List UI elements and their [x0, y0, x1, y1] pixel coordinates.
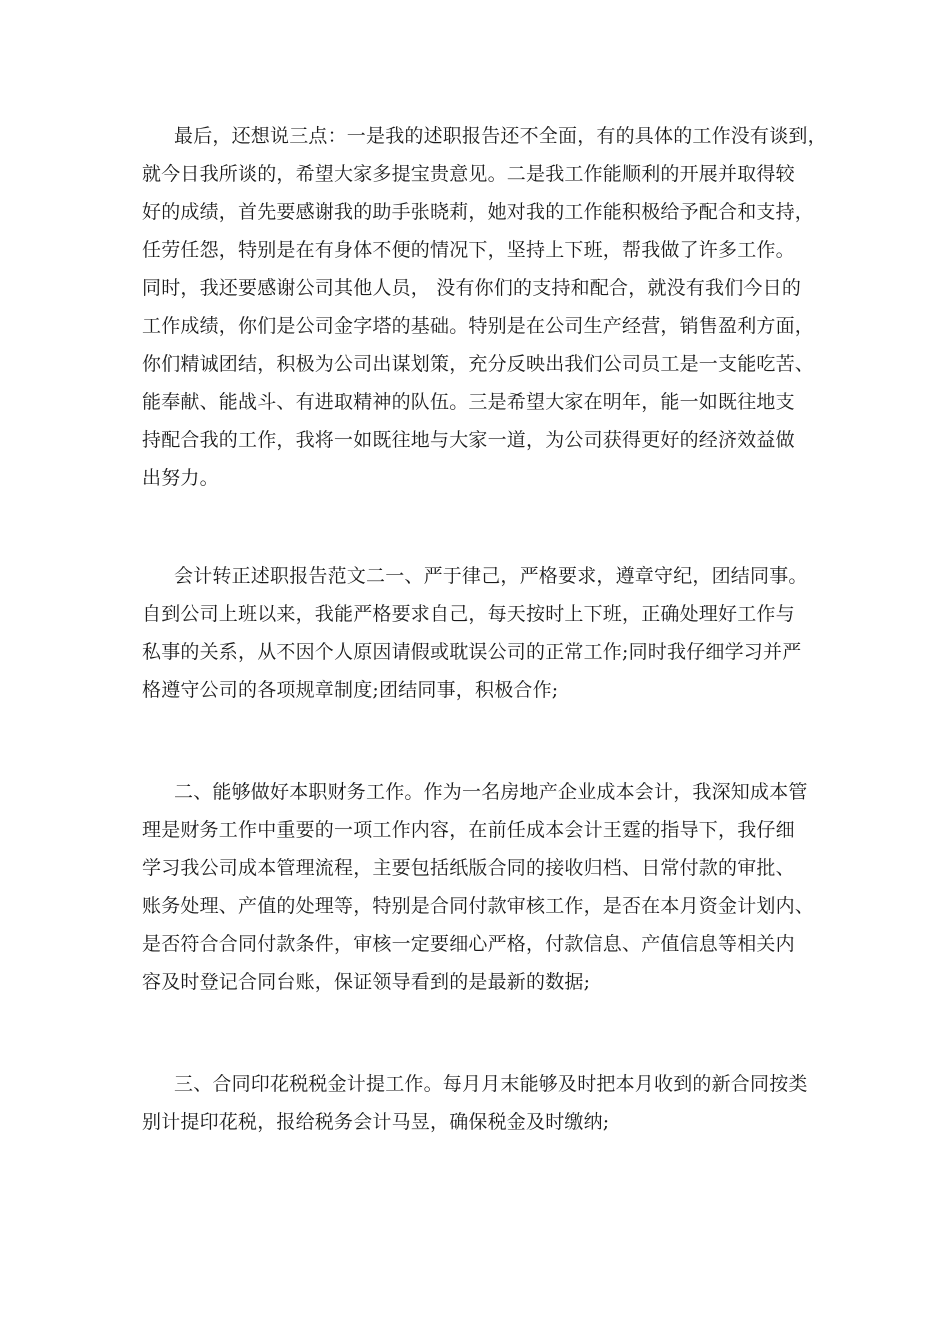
text-line: 私事的关系，从不因个人原因请假或耽误公司的正常工作;同时我仔细学习并严 — [142, 641, 802, 663]
text-line: 三、合同印花税税金计提工作。每月月末能够及时把本月收到的新合同按类 — [174, 1073, 808, 1095]
paragraph-discipline — [142, 557, 832, 709]
text-line: 出努力。 — [142, 467, 219, 489]
text-line: 能奉献、能战斗、有进取精神的队伍。三是希望大家在明年，能一如既往地支 — [142, 391, 795, 413]
text-line: 账务处理、产值的处理等，特别是合同付款审核工作，是否在本月资金计划内、 — [142, 895, 815, 917]
paragraph-stamp-tax — [142, 1065, 832, 1141]
text-line: 格遵守公司的各项规章制度;团结同事，积极合作; — [142, 679, 559, 701]
text-line: 自到公司上班以来，我能严格要求自己，每天按时上下班，正确处理好工作与 — [142, 603, 795, 625]
text-line: 你们精诚团结，积极为公司出谋划策，充分反映出我们公司员工是一支能吃苦、 — [142, 353, 815, 375]
paragraph-closing-remarks — [142, 117, 832, 497]
text-line: 任劳任怨，特别是在有身体不便的情况下，坚持上下班，帮我做了许多工作。 — [142, 239, 795, 261]
text-line: 就今日我所谈的，希望大家多提宝贵意见。二是我工作能顺利的开展并取得较 — [142, 163, 795, 185]
text-line: 别计提印花税，报给税务会计马昱，确保税金及时缴纳; — [142, 1111, 610, 1133]
paragraph-finance-work — [142, 773, 832, 1001]
text-line: 会计转正述职报告范文二一、严于律己，严格要求，遵章守纪，团结同事。 — [174, 565, 808, 587]
text-line: 工作成绩，你们是公司金字塔的基础。特别是在公司生产经营，销售盈利方面， — [142, 315, 815, 337]
text-line: 同时，我还要感谢公司其他人员， 没有你们的支持和配合，就没有我们今日的 — [142, 277, 802, 299]
text-line: 好的成绩，首先要感谢我的助手张晓莉，她对我的工作能积极给予配合和支持， — [142, 201, 815, 223]
text-line: 容及时登记合同台账，保证领导看到的是最新的数据; — [142, 971, 591, 993]
text-line: 理是财务工作中重要的一项工作内容，在前任成本会计王霆的指导下，我仔细 — [142, 819, 795, 841]
text-line: 是否符合合同付款条件，审核一定要细心严格，付款信息、产值信息等相关内 — [142, 933, 795, 955]
text-line: 学习我公司成本管理流程，主要包括纸版合同的接收归档、日常付款的审批、 — [142, 857, 795, 879]
text-line: 持配合我的工作，我将一如既往地与大家一道，为公司获得更好的经济效益做 — [142, 429, 795, 451]
text-line: 最后，还想说三点：一是我的述职报告还不全面，有的具体的工作没有谈到， — [174, 125, 827, 147]
text-line: 二、能够做好本职财务工作。作为一名房地产企业成本会计，我深知成本管 — [174, 781, 808, 803]
